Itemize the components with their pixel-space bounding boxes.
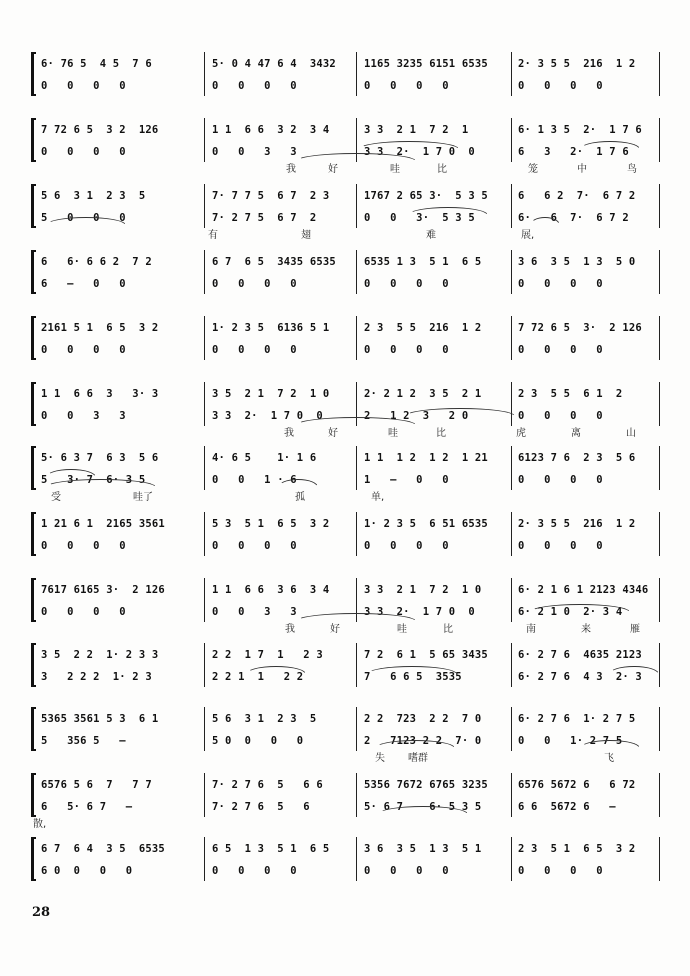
upper-voice-notes: 1 1 6 6 3 2 3 4 — [212, 124, 330, 136]
score-system — [0, 649, 690, 693]
upper-voice-notes: 7617 6165 3· 2 126 — [41, 584, 165, 596]
lower-voice-notes: 0 0 0 0 — [212, 865, 297, 877]
lower-voice-notes: 5 3· 7 6· 3 5 — [41, 474, 146, 486]
barline — [511, 578, 512, 622]
upper-voice-notes: 5 6 3 1 2 3 5 — [212, 713, 317, 725]
lower-voice-notes: 6· 2 1 0 2· 3 4 — [518, 606, 623, 618]
lower-voice-notes: 0 0 0 0 — [518, 474, 603, 486]
upper-voice-notes: 3 3 2 1 7 2 1 0 — [364, 584, 482, 596]
lyrics-row — [0, 428, 690, 442]
barline — [356, 316, 357, 360]
lower-voice-notes: 2 1 2 3 2 0 — [364, 410, 469, 422]
score-system — [0, 843, 690, 887]
score-system — [0, 388, 690, 439]
lower-voice-notes: 0 0 1· 2 7 5 — [518, 735, 623, 747]
barline — [356, 512, 357, 556]
upper-voice-notes: 2· 2 1 2 3 5 2 1 — [364, 388, 482, 400]
lower-voice-notes: 6 — 0 0 — [41, 278, 126, 290]
upper-voice-notes: 6123 7 6 2 3 5 6 — [518, 452, 636, 464]
upper-voice-notes: 3 6 3 5 1 3 5 1 — [364, 843, 482, 855]
score-system — [0, 713, 690, 764]
system-bracket — [31, 773, 36, 817]
upper-voice-notes: 6 5 1 3 5 1 6 5 — [212, 843, 330, 855]
lyrics-row — [0, 164, 690, 178]
system-bracket — [31, 707, 36, 751]
lyric-syllable: 失 — [375, 753, 385, 764]
lower-voice-notes: 0 0 0 0 — [41, 344, 126, 356]
lower-voice-notes: 0 0 0 0 — [518, 410, 603, 422]
lower-voice-notes: 6· 2 7 6 4 3 2· 3 — [518, 671, 642, 683]
upper-voice-notes: 2 2 723 2 2 7 0 — [364, 713, 482, 725]
system-bracket — [31, 316, 36, 360]
lower-voice-notes: 6 5· 6 7 — — [41, 801, 133, 813]
lyric-syllable: 笼 — [528, 164, 538, 175]
upper-voice-notes: 5356 7672 6765 3235 — [364, 779, 488, 791]
system-bracket — [31, 578, 36, 622]
upper-voice-notes: 3 3 2 1 7 2 1 — [364, 124, 469, 136]
lower-voice-notes: 0 0 0 0 — [518, 344, 603, 356]
lower-voice-notes: 7 6 6 5 3535 — [364, 671, 462, 683]
barline — [204, 316, 205, 360]
lower-voice-notes: 3 3 2· 1 7 0 0 — [364, 146, 475, 158]
lyric-syllable: 比 — [443, 624, 453, 635]
barline — [511, 316, 512, 360]
lyric-syllable: 来 — [581, 624, 591, 635]
barline — [511, 837, 512, 881]
lower-voice-notes: 7· 2 7 5 6 7 2 — [212, 212, 317, 224]
lyrics-row — [0, 230, 690, 244]
slur-mark — [609, 666, 659, 674]
lower-voice-notes: 0 0 0 0 — [41, 146, 126, 158]
barline — [204, 707, 205, 751]
barline — [511, 643, 512, 687]
lower-voice-notes: 0 0 0 0 — [212, 344, 297, 356]
upper-voice-notes: 6 6· 6 6 2 7 2 — [41, 256, 152, 268]
barline — [659, 250, 660, 294]
slur-mark — [408, 207, 488, 215]
lyric-syllable: 散, — [33, 819, 47, 830]
system-bracket — [31, 837, 36, 881]
upper-voice-notes: 6 6 2 7· 6 7 2 — [518, 190, 636, 202]
barline — [659, 773, 660, 817]
upper-voice-notes: 3 5 2 1 7 2 1 0 — [212, 388, 330, 400]
lower-voice-notes: 0 0 3 3 — [41, 410, 126, 422]
lyric-syllable: 雁 — [630, 624, 640, 635]
score-system — [0, 518, 690, 562]
lower-voice-notes: 0 0 0 0 — [41, 540, 126, 552]
lower-voice-notes: 0 0 0 0 — [364, 344, 449, 356]
lyric-syllable: 好 — [330, 624, 340, 635]
lyric-syllable: 单, — [371, 492, 385, 503]
upper-voice-notes: 1165 3235 6151 6535 — [364, 58, 488, 70]
lower-voice-notes: 0 0 0 0 — [364, 80, 449, 92]
lower-voice-notes: 3 3 2· 1 7 0 0 — [212, 410, 323, 422]
system-bracket — [31, 382, 36, 426]
barline — [511, 184, 512, 228]
barline — [204, 643, 205, 687]
upper-voice-notes: 2 3 5 1 6 5 3 2 — [518, 843, 636, 855]
lyric-syllable: 好 — [328, 428, 338, 439]
barline — [511, 382, 512, 426]
lower-voice-notes: 3 3 2· 1 7 0 0 — [364, 606, 475, 618]
barline — [356, 250, 357, 294]
barline — [204, 250, 205, 294]
upper-voice-notes: 6· 2 1 6 1 2123 4346 — [518, 584, 649, 596]
barline — [511, 512, 512, 556]
slur-mark — [580, 141, 640, 149]
barline — [659, 837, 660, 881]
barline — [511, 118, 512, 162]
slur-mark — [246, 666, 306, 674]
barline — [659, 512, 660, 556]
upper-voice-notes: 3 6 3 5 1 3 5 0 — [518, 256, 636, 268]
lower-voice-notes: 0 0 0 0 — [364, 865, 449, 877]
system-bracket — [31, 643, 36, 687]
lower-voice-notes: 2 7123 2 2 7· 0 — [364, 735, 482, 747]
lower-voice-notes: 5 0 0 0 — [41, 212, 126, 224]
lower-voice-notes: 7· 2 7 6 5 6 — [212, 801, 310, 813]
score-system — [0, 58, 690, 102]
barline — [204, 52, 205, 96]
upper-voice-notes: 6535 1 3 5 1 6 5 — [364, 256, 482, 268]
system-bracket — [31, 184, 36, 228]
lower-voice-notes: 5· 6 7 6· 5 3 5 — [364, 801, 482, 813]
lower-voice-notes: 0 0 0 0 — [364, 540, 449, 552]
slur-mark — [580, 740, 640, 748]
upper-voice-notes: 5· 0 4 47 6 4 3432 — [212, 58, 336, 70]
score-system — [0, 322, 690, 366]
lyric-syllable: 哇 — [390, 164, 400, 175]
upper-voice-notes: 5 3 5 1 6 5 3 2 — [212, 518, 330, 530]
lower-voice-notes: 3 2 2 2 1· 2 3 — [41, 671, 152, 683]
lyric-syllable: 哇 — [388, 428, 398, 439]
lyric-syllable: 中 — [577, 164, 587, 175]
lower-voice-notes: 6 6 5672 6 — — [518, 801, 616, 813]
barline — [659, 643, 660, 687]
lyric-syllable: 有 — [208, 230, 218, 241]
system-bracket — [31, 446, 36, 490]
barline — [356, 707, 357, 751]
barline — [204, 512, 205, 556]
score-system — [0, 190, 690, 241]
barline — [204, 578, 205, 622]
lyrics-row — [0, 753, 690, 767]
barline — [356, 773, 357, 817]
lower-voice-notes: 1 — 0 0 — [364, 474, 449, 486]
lyric-syllable: 我 — [286, 164, 296, 175]
lower-voice-notes: 0 0 0 0 — [518, 865, 603, 877]
lower-voice-notes: 0 0 3 3 — [212, 146, 297, 158]
score-system — [0, 452, 690, 503]
lyric-syllable: 嗜群 — [408, 753, 428, 764]
barline — [204, 773, 205, 817]
lyric-syllable: 我 — [284, 428, 294, 439]
upper-voice-notes: 2· 3 5 5 216 1 2 — [518, 58, 636, 70]
lyrics-row — [0, 624, 690, 638]
upper-voice-notes: 7 72 6 5 3 2 126 — [41, 124, 159, 136]
lower-voice-notes: 0 0 0 0 — [41, 606, 126, 618]
upper-voice-notes: 6· 76 5 4 5 7 6 — [41, 58, 152, 70]
barline — [356, 446, 357, 490]
system-bracket — [31, 512, 36, 556]
upper-voice-notes: 7· 2 7 6 5 6 6 — [212, 779, 323, 791]
upper-voice-notes: 1 21 6 1 2165 3561 — [41, 518, 165, 530]
system-bracket — [31, 118, 36, 162]
upper-voice-notes: 2161 5 1 6 5 3 2 — [41, 322, 159, 334]
lower-voice-notes: 2 2 1 1 2 2 — [212, 671, 304, 683]
upper-voice-notes: 7· 7 7 5 6 7 2 3 — [212, 190, 330, 202]
upper-voice-notes: 4· 6 5 1· 1 6 — [212, 452, 317, 464]
barline — [356, 643, 357, 687]
system-bracket — [31, 52, 36, 96]
lower-voice-notes: 0 0 0 0 — [518, 540, 603, 552]
upper-voice-notes: 6576 5 6 7 7 7 — [41, 779, 152, 791]
lyric-syllable: 孤 — [295, 492, 305, 503]
lyric-syllable: 飞 — [604, 753, 614, 764]
lyric-syllable: 难 — [426, 230, 436, 241]
lower-voice-notes: 6 3 2· 1 7 6 — [518, 146, 629, 158]
lyric-syllable: 哇了 — [133, 492, 153, 503]
upper-voice-notes: 1· 2 3 5 6 51 6535 — [364, 518, 488, 530]
slur-mark — [405, 408, 515, 416]
barline — [659, 707, 660, 751]
lower-voice-notes: 0 0 3 3 — [212, 606, 297, 618]
upper-voice-notes: 2 2 1 7 1 2 3 — [212, 649, 323, 661]
upper-voice-notes: 1767 2 65 3· 5 3 5 — [364, 190, 488, 202]
lower-voice-notes: 0 0 0 0 — [212, 80, 297, 92]
barline — [204, 184, 205, 228]
lyric-syllable: 比 — [436, 428, 446, 439]
barline — [659, 52, 660, 96]
barline — [511, 52, 512, 96]
barline — [659, 118, 660, 162]
upper-voice-notes: 2 3 5 5 6 1 2 — [518, 388, 623, 400]
upper-voice-notes: 6576 5672 6 6 72 — [518, 779, 636, 791]
lyric-syllable: 离 — [571, 428, 581, 439]
lyric-syllable: 翅 — [301, 230, 311, 241]
slur-mark — [278, 479, 318, 487]
barline — [204, 837, 205, 881]
barline — [511, 446, 512, 490]
upper-voice-notes: 1 1 1 2 1 2 1 21 — [364, 452, 488, 464]
lyric-syllable: 哇 — [397, 624, 407, 635]
barline — [204, 382, 205, 426]
barline — [659, 184, 660, 228]
score-system — [0, 124, 690, 175]
lyric-syllable: 我 — [285, 624, 295, 635]
slur-mark — [367, 666, 457, 674]
lyric-syllable: 山 — [626, 428, 636, 439]
barline — [204, 446, 205, 490]
upper-voice-notes: 5365 3561 5 3 6 1 — [41, 713, 159, 725]
upper-voice-notes: 6 7 6 4 3 5 6535 — [41, 843, 165, 855]
barline — [659, 578, 660, 622]
barline — [356, 52, 357, 96]
barline — [511, 707, 512, 751]
lyric-syllable: 受 — [51, 492, 61, 503]
barline — [659, 446, 660, 490]
barline — [659, 316, 660, 360]
lyric-syllable: 南 — [526, 624, 536, 635]
barline — [511, 773, 512, 817]
slur-mark — [359, 141, 459, 149]
barline — [659, 382, 660, 426]
barline — [356, 184, 357, 228]
upper-voice-notes: 5 6 3 1 2 3 5 — [41, 190, 146, 202]
upper-voice-notes: 6· 2 7 6 1· 2 7 5 — [518, 713, 636, 725]
lower-voice-notes: 6· 6 7· 6 7 2 — [518, 212, 629, 224]
lower-voice-notes: 0 0 0 0 — [212, 540, 297, 552]
lower-voice-notes: 0 0 0 0 — [212, 278, 297, 290]
lower-voice-notes: 6 0 0 0 0 — [41, 865, 133, 877]
upper-voice-notes: 7 2 6 1 5 65 3435 — [364, 649, 488, 661]
lower-voice-notes: 0 0 3· 5 3 5 — [364, 212, 475, 224]
upper-voice-notes: 6 7 6 5 3435 6535 — [212, 256, 336, 268]
barline — [204, 118, 205, 162]
lower-voice-notes: 0 0 0 0 — [41, 80, 126, 92]
system-bracket — [31, 250, 36, 294]
upper-voice-notes: 1 1 6 6 3 3· 3 — [41, 388, 159, 400]
lower-voice-notes: 0 0 0 0 — [364, 278, 449, 290]
lyric-syllable: 鸟 — [627, 164, 637, 175]
upper-voice-notes: 6· 2 7 6 4635 2123 — [518, 649, 642, 661]
upper-voice-notes: 6· 1 3 5 2· 1 7 6 — [518, 124, 642, 136]
page-number: 28 — [32, 905, 51, 920]
lyrics-row — [0, 819, 690, 833]
score-system — [0, 256, 690, 300]
upper-voice-notes: 3 5 2 2 1· 2 3 3 — [41, 649, 159, 661]
lyrics-row — [0, 492, 690, 506]
upper-voice-notes: 2· 3 5 5 216 1 2 — [518, 518, 636, 530]
lower-voice-notes: 5 356 5 — — [41, 735, 126, 747]
lyric-syllable: 虎 — [516, 428, 526, 439]
upper-voice-notes: 7 72 6 5 3· 2 126 — [518, 322, 642, 334]
lower-voice-notes: 0 0 0 0 — [518, 80, 603, 92]
barline — [356, 837, 357, 881]
lyric-syllable: 比 — [437, 164, 447, 175]
score-system — [0, 584, 690, 635]
lyric-syllable: 好 — [328, 164, 338, 175]
upper-voice-notes: 2 3 5 5 216 1 2 — [364, 322, 482, 334]
lower-voice-notes: 5 0 0 0 0 — [212, 735, 304, 747]
upper-voice-notes: 1· 2 3 5 6136 5 1 — [212, 322, 330, 334]
upper-voice-notes: 5· 6 3 7 6 3 5 6 — [41, 452, 159, 464]
slur-mark — [46, 469, 96, 477]
lower-voice-notes: 0 0 1 · 6 — [212, 474, 297, 486]
lyric-syllable: 展, — [521, 230, 535, 241]
score-system — [0, 779, 690, 830]
lower-voice-notes: 0 0 0 0 — [518, 278, 603, 290]
upper-voice-notes: 1 1 6 6 3 6 3 4 — [212, 584, 330, 596]
barline — [511, 250, 512, 294]
